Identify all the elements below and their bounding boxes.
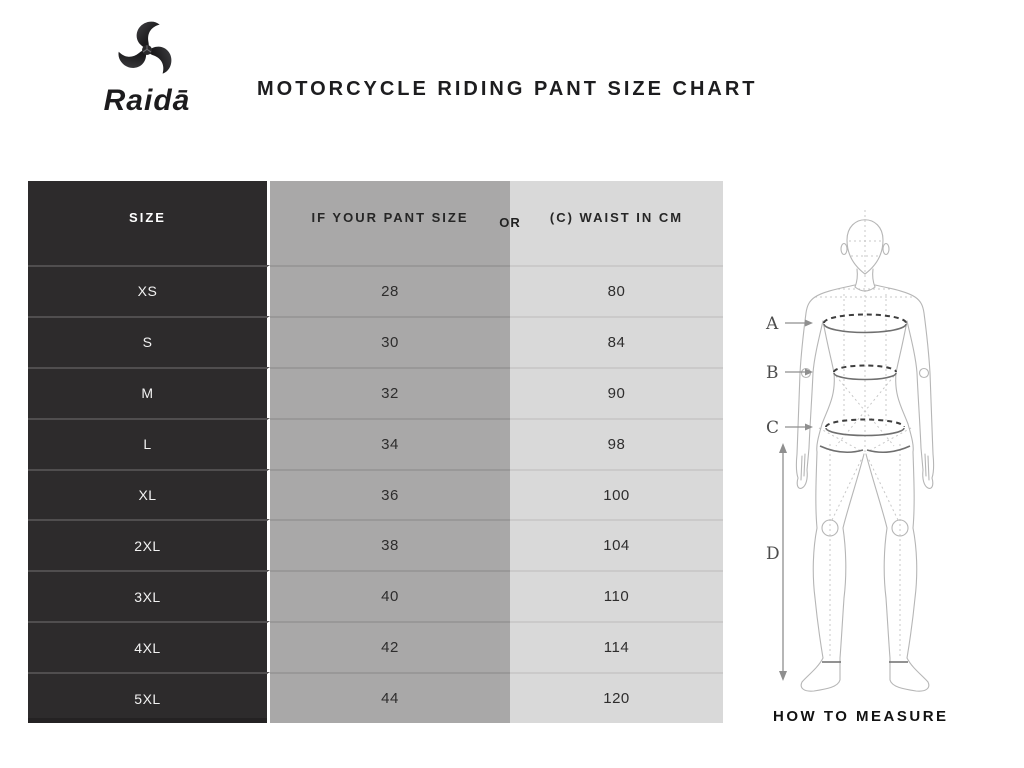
label-c-hip: C — [766, 418, 780, 438]
or-label: OR — [499, 215, 521, 230]
brand-block — [88, 18, 206, 118]
size-cell: 2XL — [28, 519, 270, 570]
size-cell: 5XL — [28, 672, 270, 723]
size-chart-table — [28, 181, 723, 723]
waist-cell: 80 — [510, 265, 723, 316]
label-a-chest: A — [766, 314, 779, 334]
label-d-inseam: D — [766, 544, 780, 564]
pant-cell: 40 — [270, 570, 510, 621]
table-row-3xl — [28, 570, 723, 621]
waist-cell: 120 — [510, 672, 723, 723]
size-cell: S — [28, 316, 270, 367]
size-cell: 3XL — [28, 570, 270, 621]
pant-cell: 42 — [270, 621, 510, 672]
pant-cell: 44 — [270, 672, 510, 723]
how-to-measure-caption: HOW TO MEASURE — [773, 708, 949, 725]
page-title: MOTORCYCLE RIDING PANT SIZE CHART — [257, 78, 758, 100]
table-row-xs — [28, 265, 723, 316]
brand-wordmark: Raidā — [103, 84, 191, 117]
header-waist-cm: (C) WAIST IN CM — [510, 181, 723, 265]
pant-cell: 32 — [270, 367, 510, 418]
raida-spinner-logo-icon — [116, 18, 178, 82]
table-row-5xl — [28, 672, 723, 723]
table-row-m — [28, 367, 723, 418]
size-cell: L — [28, 418, 270, 469]
waist-cell: 84 — [510, 316, 723, 367]
pant-cell: 34 — [270, 418, 510, 469]
waist-cell: 110 — [510, 570, 723, 621]
waist-cell: 104 — [510, 519, 723, 570]
table-row-l — [28, 418, 723, 469]
pant-cell: 28 — [270, 265, 510, 316]
pant-cell: 38 — [270, 519, 510, 570]
size-cell: XL — [28, 469, 270, 520]
table-row-xl — [28, 469, 723, 520]
how-to-measure-panel — [752, 196, 992, 741]
waist-cell: 100 — [510, 469, 723, 520]
waist-cell: 98 — [510, 418, 723, 469]
measure-arrows — [779, 320, 813, 682]
table-header-row — [28, 181, 723, 265]
table-row-s — [28, 316, 723, 367]
waist-cell: 114 — [510, 621, 723, 672]
waist-cell: 90 — [510, 367, 723, 418]
pant-cell: 30 — [270, 316, 510, 367]
table-row-2xl — [28, 519, 723, 570]
body-measurement-diagram — [752, 196, 992, 716]
header-size: SIZE — [28, 181, 270, 265]
size-cell: XS — [28, 265, 270, 316]
table-row-4xl — [28, 621, 723, 672]
header-pant-size: IF YOUR PANT SIZE — [270, 181, 510, 265]
pant-cell: 36 — [270, 469, 510, 520]
size-cell: 4XL — [28, 621, 270, 672]
label-b-waist: B — [766, 363, 779, 383]
size-cell: M — [28, 367, 270, 418]
